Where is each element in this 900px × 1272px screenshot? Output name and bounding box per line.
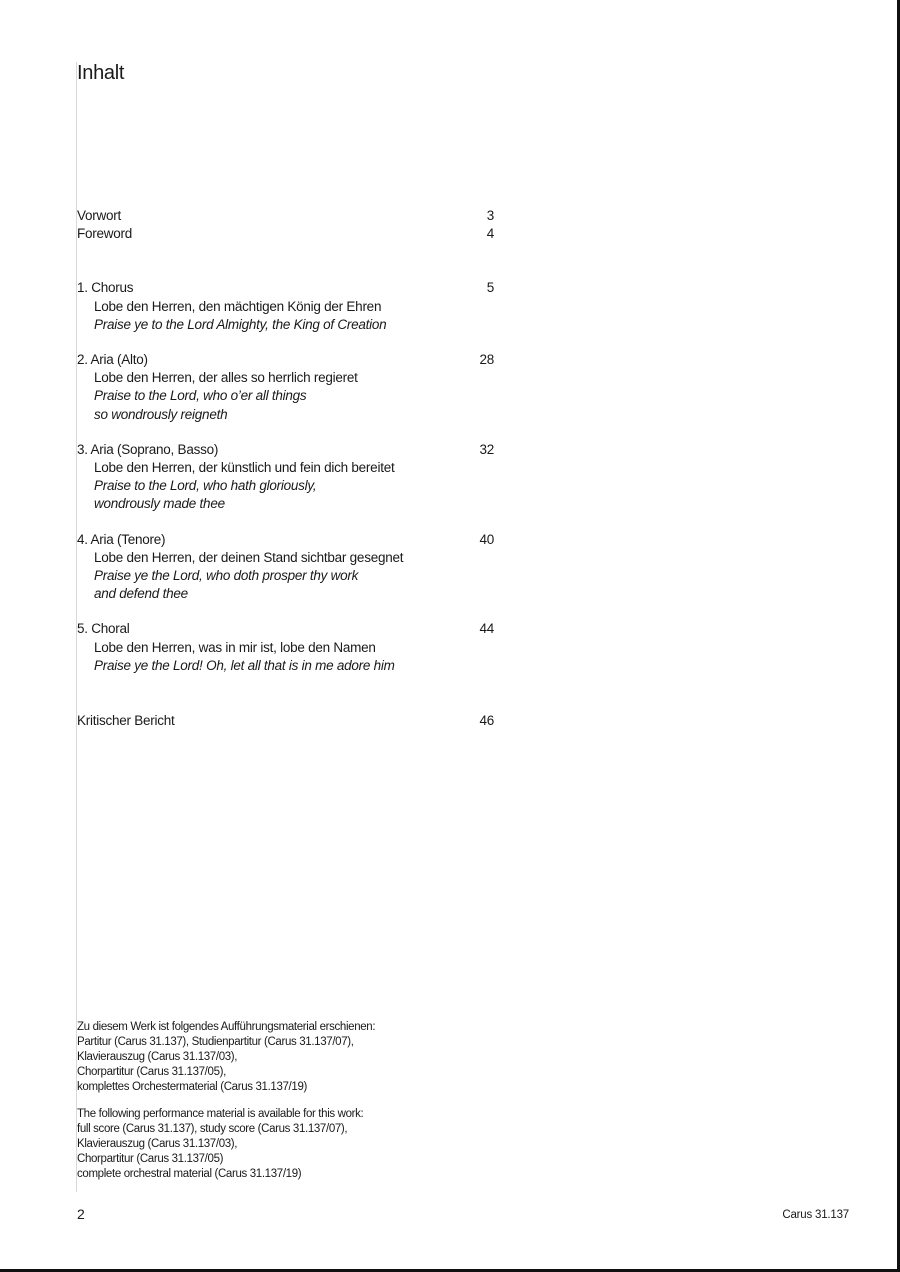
movement-text-en: Praise to the Lord, who o’er all things [94,388,307,404]
material-line: complete orchestral material (Carus 31.137/19) [77,1168,302,1180]
material-line: full score (Carus 31.137), study score (Carus 31.137/07), [77,1123,348,1135]
toc-page-number: 5 [486,280,494,296]
movement-heading: 2. Aria (Alto) [77,352,148,368]
toc-page-number: 44 [479,621,494,637]
movement-text-de: Lobe den Herren, was in mir ist, lobe den Namen [94,639,376,655]
movement-text-en: and defend thee [94,586,188,602]
material-list-en [77,1107,477,1182]
movement-text-en: Praise to the Lord, who hath gloriously, [94,478,317,494]
movement-heading: 4. Aria (Tenore) [77,531,166,547]
material-line: Partitur (Carus 31.137), Studienpartitur (Carus 31.137/07), [77,1036,354,1048]
toc-page-number: 4 [486,226,494,242]
movement-text-en: wondrously made thee [94,496,225,512]
movement-heading: 3. Aria (Soprano, Basso) [77,441,219,457]
toc-page-number: 40 [479,531,494,547]
page-title: Inhalt [77,62,125,84]
movement-text-de: Lobe den Herren, der deinen Stand sichtbar gesegnet [94,549,404,565]
movement-heading: 5. Choral [77,621,130,637]
page-number: 2 [77,1206,85,1222]
material-line: Zu diesem Werk ist folgendes Aufführungsmaterial erschienen: [77,1021,376,1033]
material-line: komplettes Orchestermaterial (Carus 31.137/19) [77,1081,307,1093]
toc-row-critical-report[interactable] [77,712,497,730]
material-line: Klavierauszug (Carus 31.137/03), [77,1051,238,1063]
movement-text-en: Praise ye the Lord, who doth prosper thy work [94,568,359,584]
movement-text-de: Lobe den Herren, der alles so herrlich regieret [94,370,358,386]
material-line: The following performance material is available for this work: [77,1108,364,1120]
movement-text-de: Lobe den Herren, der künstlich und fein dich bereitet [94,460,395,476]
material-line: Chorpartitur (Carus 31.137/05) [77,1153,224,1165]
toc-label: Kritischer Bericht [77,713,175,729]
movement-heading: 1. Chorus [77,280,134,296]
toc-movement-2[interactable] [77,351,497,424]
toc-row-preface-de[interactable] [77,207,497,225]
movement-text-en: Praise ye the Lord! Oh, let all that is in me adore him [94,657,395,673]
toc-row-preface-en[interactable] [77,225,497,243]
movement-text-en: Praise ye to the Lord Almighty, the King of Creation [94,316,387,332]
toc-label: Foreword [77,226,133,242]
toc-movement-3[interactable] [77,441,497,514]
material-line: Klavierauszug (Carus 31.137/03), [77,1138,238,1150]
toc-movement-1[interactable] [77,279,497,334]
toc-page-number: 3 [486,208,494,223]
toc-movement-4[interactable] [77,531,497,604]
toc-movement-5[interactable] [77,620,497,675]
toc-page-number: 28 [479,352,494,368]
material-list-de [77,1020,477,1095]
movement-text-de: Lobe den Herren, den mächtigen König der Ehren [94,298,382,314]
movement-text-en: so wondrously reigneth [94,406,228,422]
performance-material-notice [77,1020,477,1194]
toc-label: Vorwort [77,208,122,223]
table-of-contents [77,207,497,730]
toc-page-number: 32 [479,441,494,457]
material-line: Chorpartitur (Carus 31.137/05), [77,1066,226,1078]
catalog-number: Carus 31.137 [782,1209,849,1221]
toc-page-number: 46 [479,713,494,729]
